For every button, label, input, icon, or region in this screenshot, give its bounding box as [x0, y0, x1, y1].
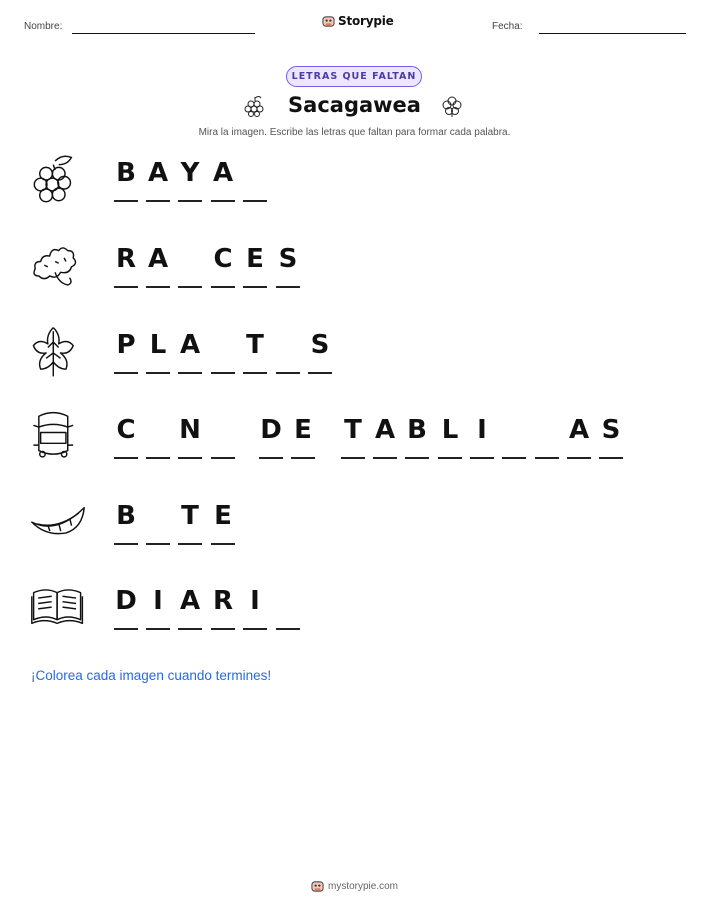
- ginger-root-icon: [28, 238, 84, 294]
- letter-blank[interactable]: [114, 286, 138, 288]
- date-line[interactable]: [539, 33, 686, 34]
- letter: S: [278, 244, 298, 274]
- footer-site: mystorypie.com: [327, 881, 398, 892]
- name-label: Nombre:: [24, 21, 63, 32]
- letter-blank[interactable]: [243, 372, 267, 374]
- name-line[interactable]: [72, 33, 255, 34]
- letter: D: [115, 586, 137, 616]
- letter: T: [246, 330, 264, 360]
- backpack-icon: [28, 409, 84, 465]
- letter: A: [179, 330, 201, 360]
- footer: [0, 880, 709, 893]
- letter-blank[interactable]: [178, 543, 202, 545]
- letter-blank[interactable]: [146, 457, 170, 459]
- letter-blank[interactable]: [276, 286, 300, 288]
- word-row: [28, 409, 688, 479]
- word-row: [28, 152, 688, 222]
- coloring-note: ¡Colorea cada imagen cuando termines!: [31, 668, 272, 683]
- letter: A: [147, 244, 169, 274]
- letter-blank[interactable]: [567, 457, 591, 459]
- letter-blank[interactable]: [146, 543, 170, 545]
- letter-blank[interactable]: [146, 200, 170, 202]
- letter: R: [115, 244, 137, 274]
- letter: E: [214, 501, 232, 531]
- letter: A: [147, 158, 169, 188]
- letter: S: [601, 415, 621, 445]
- letter: Y: [180, 158, 200, 188]
- instructions: Mira la imagen. Escribe las letras que faltan para formar cada palabra.: [198, 127, 511, 138]
- letter-blank[interactable]: [178, 628, 202, 630]
- letter: B: [407, 415, 427, 445]
- canoe-icon: [28, 495, 88, 551]
- letter: D: [260, 415, 282, 445]
- open-book-icon: [28, 580, 88, 636]
- date-label: Fecha:: [492, 21, 523, 32]
- letter-blank[interactable]: [308, 372, 332, 374]
- letter: A: [212, 158, 234, 188]
- letter: B: [116, 158, 136, 188]
- letter-blank[interactable]: [114, 200, 138, 202]
- letter-blank[interactable]: [178, 286, 202, 288]
- letter: N: [179, 415, 201, 445]
- letter: T: [181, 501, 199, 531]
- letter: T: [344, 415, 362, 445]
- mascot-icon: [311, 880, 324, 893]
- letter-blank[interactable]: [535, 457, 559, 459]
- storypie-logo: [322, 14, 394, 28]
- letter-blank[interactable]: [211, 457, 235, 459]
- page-title: Sacagawea: [288, 93, 421, 117]
- letter: R: [212, 586, 234, 616]
- letter-blank[interactable]: [114, 628, 138, 630]
- word-row: [28, 324, 688, 394]
- letter: L: [149, 330, 167, 360]
- letter-blank[interactable]: [243, 286, 267, 288]
- letter: C: [116, 415, 136, 445]
- letter: B: [116, 501, 136, 531]
- leaf-plant-icon: [28, 324, 84, 380]
- letter-blank[interactable]: [341, 457, 365, 459]
- berries-icon: [28, 152, 84, 208]
- letter-blank[interactable]: [146, 372, 170, 374]
- activity-badge: LETRAS QUE FALTAN: [286, 66, 422, 87]
- word-row: [28, 580, 688, 650]
- letter-blank[interactable]: [276, 628, 300, 630]
- letter: A: [374, 415, 396, 445]
- letter: A: [568, 415, 590, 445]
- letter: L: [441, 415, 459, 445]
- letter: P: [116, 330, 136, 360]
- letter-blank[interactable]: [114, 543, 138, 545]
- letter-blank[interactable]: [178, 372, 202, 374]
- letter: I: [477, 415, 487, 445]
- worksheet-header: [0, 0, 709, 50]
- letter-blank[interactable]: [243, 200, 267, 202]
- letter-blank[interactable]: [405, 457, 429, 459]
- letter-blank[interactable]: [211, 372, 235, 374]
- letter-blank[interactable]: [276, 372, 300, 374]
- letter-blank[interactable]: [502, 457, 526, 459]
- word-row: [28, 495, 688, 565]
- letter-blank[interactable]: [114, 457, 138, 459]
- word-row: [28, 238, 688, 308]
- letter-blank[interactable]: [470, 457, 494, 459]
- letter: E: [246, 244, 264, 274]
- letter-blank[interactable]: [146, 628, 170, 630]
- letter-blank[interactable]: [211, 286, 235, 288]
- letter-blank[interactable]: [211, 543, 235, 545]
- letter-blank[interactable]: [114, 372, 138, 374]
- brand-name: Storypie: [338, 14, 394, 28]
- letter-blank[interactable]: [373, 457, 397, 459]
- letter: A: [179, 586, 201, 616]
- letter-blank[interactable]: [146, 286, 170, 288]
- letter-blank[interactable]: [178, 457, 202, 459]
- letter: S: [310, 330, 330, 360]
- letter-blank[interactable]: [243, 628, 267, 630]
- letter-blank[interactable]: [211, 200, 235, 202]
- letter-blank[interactable]: [178, 200, 202, 202]
- letter: I: [153, 586, 163, 616]
- letter-blank[interactable]: [259, 457, 283, 459]
- herb-bunch-icon: [441, 94, 463, 118]
- letter-blank[interactable]: [438, 457, 462, 459]
- letter: I: [250, 586, 260, 616]
- letter-blank[interactable]: [599, 457, 623, 459]
- letter-blank[interactable]: [211, 628, 235, 630]
- letter: C: [213, 244, 233, 274]
- letter-blank[interactable]: [291, 457, 315, 459]
- mascot-icon: [322, 15, 335, 28]
- letter: E: [294, 415, 312, 445]
